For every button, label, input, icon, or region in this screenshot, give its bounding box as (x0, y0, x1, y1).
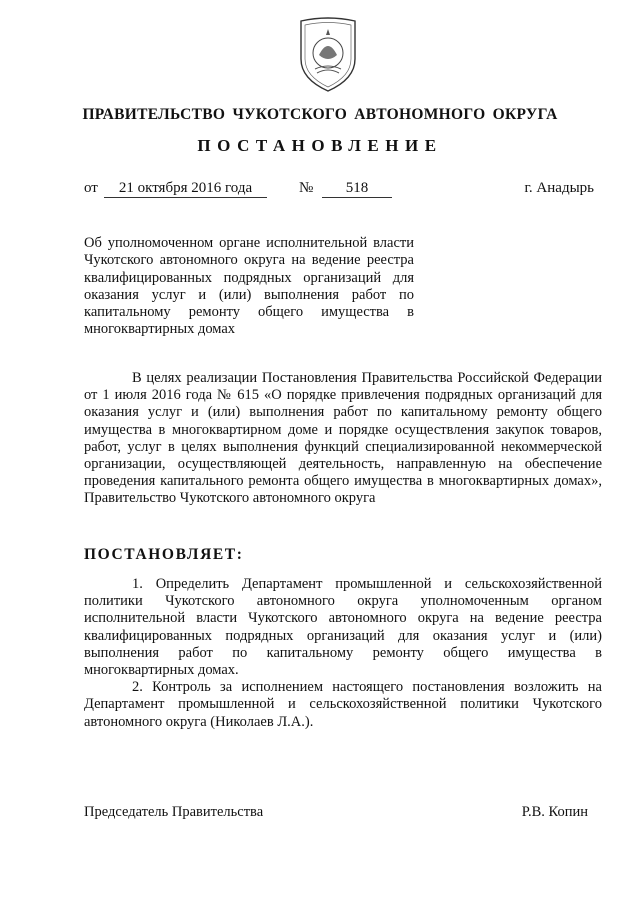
preamble-paragraph: В целях реализации Постановления Правительства Российской Федерации от 1 июля 2016 года № 615 «О порядке привлечения подрядных организаций для оказания услуг и (или) выполнения работ по капитальному ремонту общего имущества в многоквартирном доме и порядке осуществления закупок товаров, работ, услуг в целях выполнения функций специализированной некоммерческой организации, осуществляющей деятельность, направленную на обеспечение проведения капитального ремонта общего имущества в многоквартирных домах», Правительство Чукотского автономного округа (84, 370, 602, 507)
document-date: 21 октября 2016 года (104, 180, 267, 198)
document-place: г. Анадырь (524, 180, 594, 196)
chukotka-coat-of-arms-icon (295, 15, 361, 95)
signatory-position: Председатель Правительства (84, 804, 264, 820)
signature-block (84, 804, 602, 824)
decree-point-1: 1. Определить Департамент промышленной и сельскохозяйственной политики Чукотского автономного округа уполномоченным органом исполнительной власти Чукотского автономного округа на ведение реестра квалифицированных подрядных организаций для оказания услуг и (или) выполнения работ по капитальному ремонту общего имущества в многоквартирных домах. (84, 576, 602, 679)
document-number: 518 (322, 180, 392, 198)
date-label: от (84, 180, 98, 196)
document-type: ПОСТАНОВЛЕНИЕ (197, 136, 443, 155)
decree-point-2: 2. Контроль за исполнением настоящего постановления возложить на Департамент промышленной и сельскохозяйственной политики Чукотского автономного округа (Николаев Л.А.). (84, 679, 602, 730)
document-meta (84, 180, 604, 202)
decree-heading: ПОСТАНОВЛЯЕТ: (84, 546, 244, 563)
decree-points (84, 576, 602, 731)
signatory-name: Р.В. Копин (521, 804, 588, 820)
number-label: № (299, 180, 314, 196)
document-subject: Об уполномоченном органе исполнительной власти Чукотского автономного округа на ведение реестра квалифицированных подрядных организаций для оказания услуг и (или) выполнения работ по капитальному ремонту общего имущества в многоквартирных домах (84, 235, 414, 338)
organization-title: ПРАВИТЕЛЬСТВО ЧУКОТСКОГО АВТОНОМНОГО ОКРУГА (82, 106, 558, 123)
